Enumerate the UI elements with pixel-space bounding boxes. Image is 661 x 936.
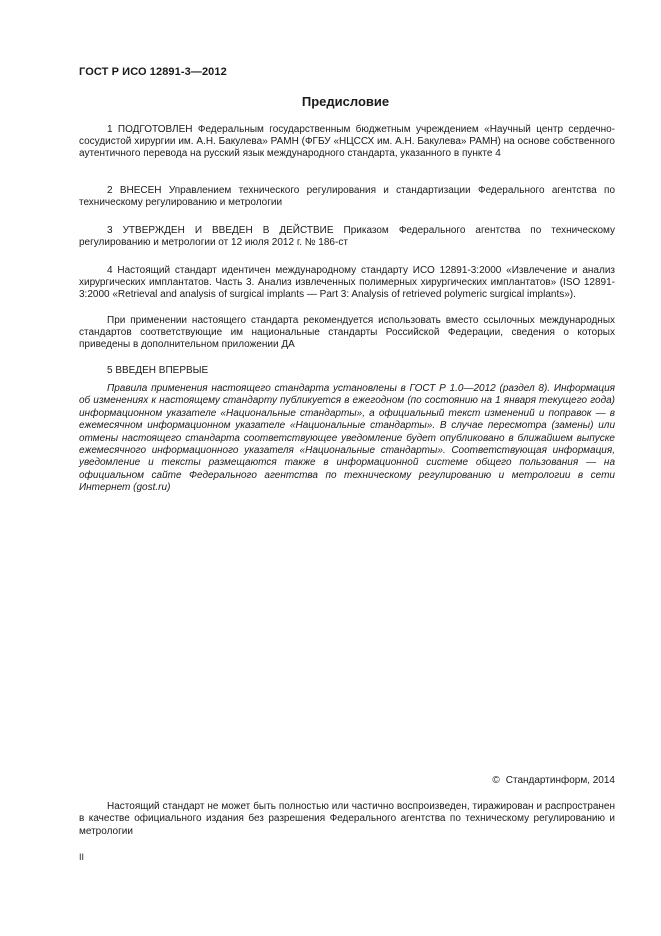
paragraph-5-first-introduced: 5 ВВЕДЕН ВПЕРВЫЕ: [107, 365, 209, 376]
reproduction-restriction-note: Настоящий стандарт не может быть полностью или частично воспроизведен, тиражирован и распространен в качестве официального издания без разрешения Федерального агентства по техническому регулированию и метрологии: [79, 801, 615, 837]
page-title: Предисловие: [301, 94, 390, 109]
application-rules-note: Правила применения настоящего стандарта установлены в ГОСТ Р 1.0—2012 (раздел 8). Информация об изменениях к настоящему стандарту публикуется в ежегодном (по состоянию на 1 января текущего года) информационном указателе «Национальные стандарты», а официальный текст изменений и поправок — в ежемесячном информационном указателе «Национальные стандарты». В случае пересмотра (замены) или отмены настоящего стандарта соответствующее уведомление будет опубликовано в ближайшем выпуске ежемесячного информационного указателя «Национальные стандарты». Соответствующая информация, уведомление и тексты размещаются также в информационной системе общего пользования — на официальном сайте Федерального агентства по техническому регулированию и метрологии в сети Интернет (gost.ru): [79, 383, 615, 494]
copyright-line: [492, 775, 615, 786]
paragraph-4-identical-standard: 4 Настоящий стандарт идентичен международному стандарту ИСО 12891-3:2000 «Извлечение и анализ хирургических имплантатов. Часть 3. Анализ извлеченных полимерных хирургических имплантатов» (ISO 12891-3:2000 «Retrieval and analysis of surgical implants — Part 3: Analysis of retrieved polymeric surgical implants»).: [79, 265, 615, 300]
copyright-icon: ©: [492, 775, 500, 786]
paragraph-1-prepared-by: 1 ПОДГОТОВЛЕН Федеральным государственным бюджетным учреждением «Научный центр сердечно-сосудистой хирургии им. А.Н. Бакулева» РАМН (ФГБУ «НЦССХ им. А.Н. Бакулева» РАМН) на основе собственного аутентичного перевода на русский язык международного стандарта, указанного в пункте 4: [79, 124, 615, 159]
copyright-text: Стандартинформ, 2014: [505, 775, 615, 786]
page-number: II: [79, 852, 85, 862]
paragraph-4-references-note: При применении настоящего стандарта рекомендуется использовать вместо ссылочных международных стандартов соответствующие им национальные стандарты Российской Федерации, сведения о которых приведены в дополнительном приложении ДА: [79, 315, 615, 350]
paragraph-2-introduced-by: 2 ВНЕСЕН Управлением технического регулирования и стандартизации Федерального агентства по техническому регулированию и метрологии: [79, 185, 615, 208]
paragraph-3-approved: 3 УТВЕРЖДЕН И ВВЕДЕН В ДЕЙСТВИЕ Приказом Федерального агентства по техническому регулированию и метрологии от 12 июля 2012 г. № 186-ст: [79, 225, 615, 248]
document-code-header: ГОСТ Р ИСО 12891-3—2012: [79, 66, 227, 78]
